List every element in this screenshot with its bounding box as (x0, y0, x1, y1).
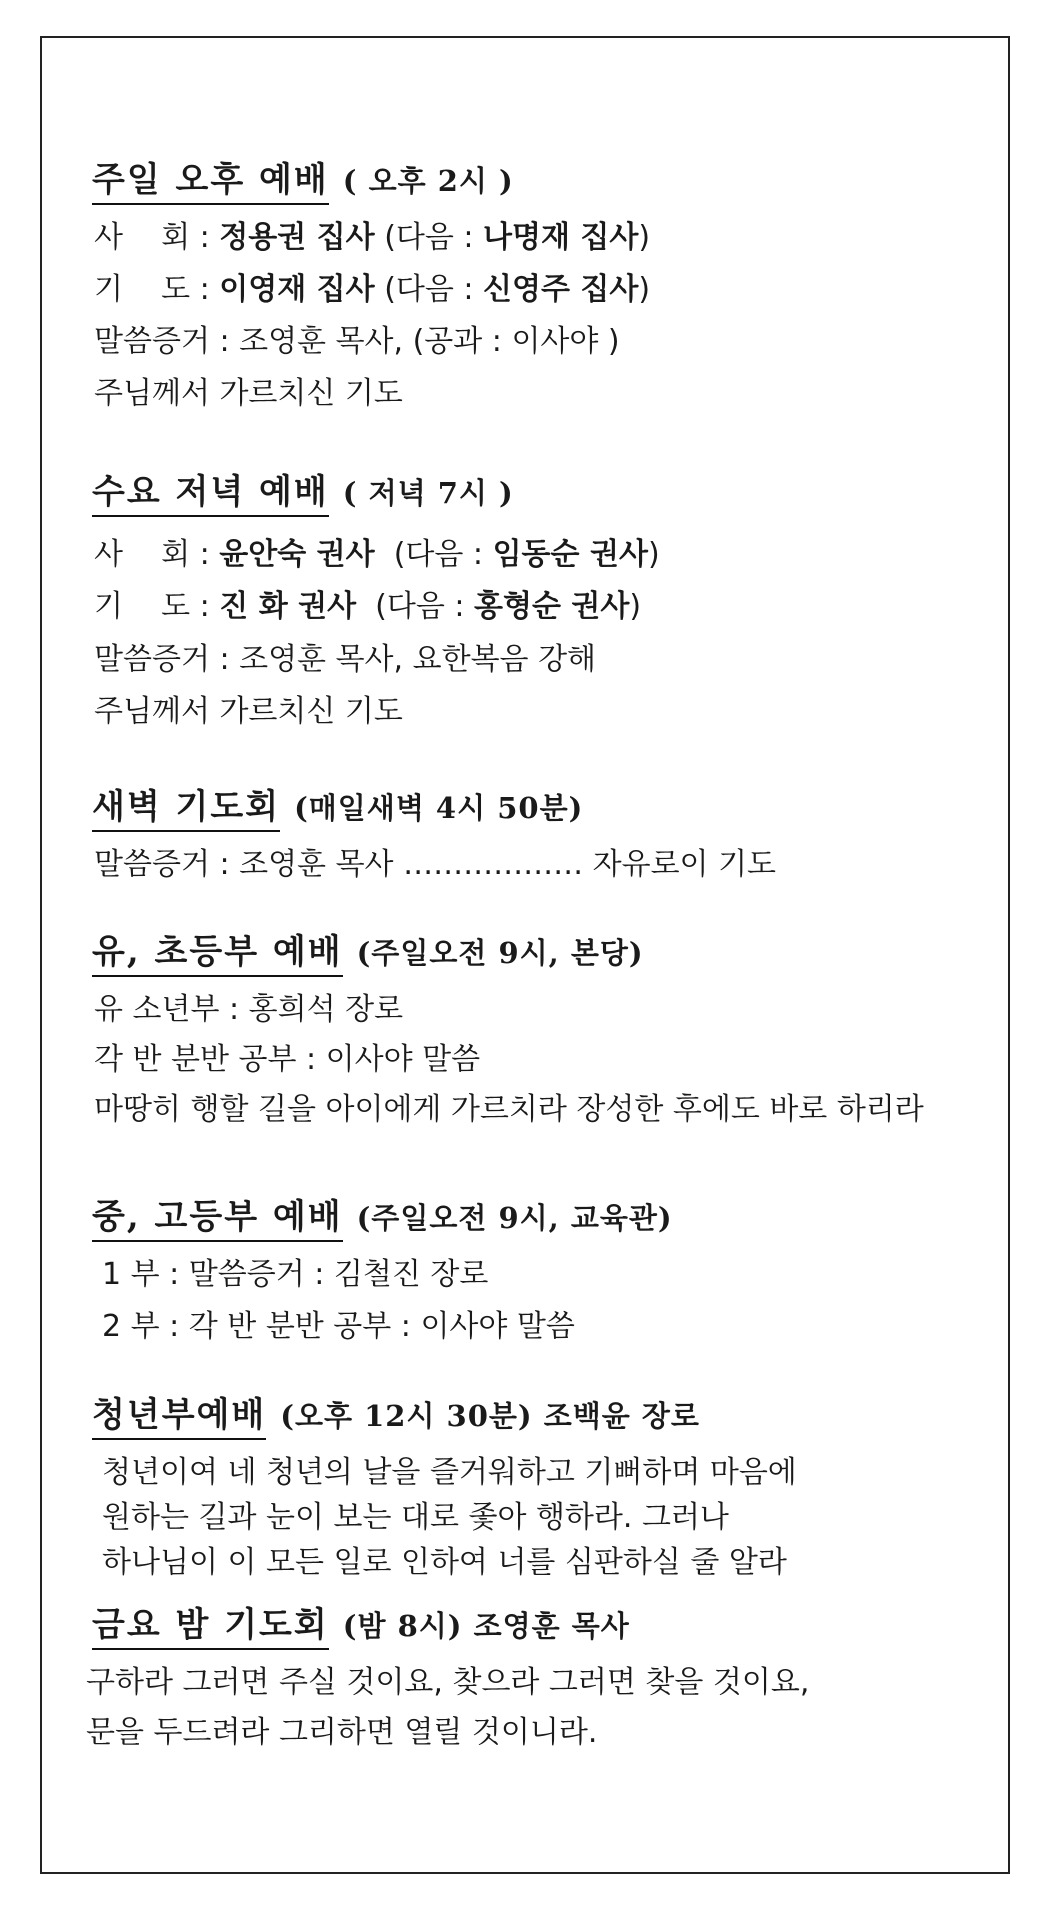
prayer-line: 기 도 : 이영재 집사 (다음 : 신영주 집사) (94, 272, 651, 307)
section-title: 수요 저녁 예배 (92, 472, 329, 517)
section-heading (92, 470, 514, 515)
next-leader-name: 임동순 권사 (492, 537, 648, 572)
section-heading (92, 158, 514, 203)
section-title: 유, 초등부 예배 (92, 932, 343, 977)
verse-line: 마땅히 행할 길을 아이에게 가르치라 장성한 후에도 바로 하리라 (94, 1092, 924, 1127)
verse-line: 청년이여 네 청년의 날을 즐거워하고 기뻐하며 마음에 (102, 1455, 797, 1490)
verse-line: 구하라 그러면 주실 것이요, 찾으라 그러면 찾을 것이요, (86, 1665, 810, 1700)
section-time: (밤 8시) 조영훈 목사 (342, 1609, 630, 1643)
section-heading (92, 1603, 630, 1648)
leader-name: 정용권 집사 (219, 220, 375, 255)
next-prayer-name: 홍형순 권사 (474, 589, 630, 624)
leader-line: 사 회 : 윤안숙 권사 (다음 : 임동순 권사) (94, 537, 660, 572)
section-time: (오후 12시 30분) 조백윤 장로 (280, 1399, 700, 1433)
section-heading (92, 1393, 700, 1438)
prayer-name: 이영재 집사 (219, 272, 375, 307)
section-heading (92, 1195, 673, 1240)
teacher-line: 유 소년부 : 홍희석 장로 (94, 992, 404, 1027)
section-title: 금요 밤 기도회 (92, 1605, 329, 1650)
section-time: ( 오후 2시 ) (342, 164, 514, 198)
verse-line: 문을 두드려라 그리하면 열릴 것이니라. (86, 1715, 598, 1750)
section-title: 중, 고등부 예배 (92, 1197, 343, 1242)
sermon-line: 말씀증거 : 조영훈 목사, (공과 : 이사야 ) (94, 324, 620, 359)
section-time: (매일새벽 4시 50분) (294, 791, 584, 825)
section-title: 주일 오후 예배 (92, 160, 329, 205)
next-prayer-name: 신영주 집사 (483, 272, 639, 307)
section-heading (92, 930, 644, 975)
section-heading (92, 785, 583, 830)
prayer-line: 기 도 : 진 화 권사 (다음 : 홍형순 권사) (94, 589, 642, 624)
next-leader-name: 나명재 집사 (483, 220, 639, 255)
section-title: 새벽 기도회 (92, 787, 280, 832)
verse-line: 원하는 길과 눈이 보는 대로 좇아 행하라. 그러나 (102, 1500, 729, 1535)
verse-line: 하나님이 이 모든 일로 인하여 너를 심판하실 줄 알라 (102, 1545, 787, 1580)
prayer-note: 주님께서 가르치신 기도 (94, 694, 403, 729)
sermon-line: 말씀증거 : 조영훈 목사, 요한복음 강해 (94, 642, 597, 677)
part1-line: 1 부 : 말씀증거 : 김철진 장로 (102, 1257, 489, 1292)
part2-line: 2 부 : 각 반 분반 공부 : 이사야 말씀 (102, 1309, 575, 1344)
sermon-line: 말씀증거 : 조영훈 목사 ……………… 자유로이 기도 (94, 847, 777, 882)
leader-name: 윤안숙 권사 (219, 537, 375, 572)
leader-line: 사 회 : 정용권 집사 (다음 : 나명재 집사) (94, 220, 651, 255)
section-time: (주일오전 9시, 교육관) (356, 1201, 673, 1235)
study-line: 각 반 분반 공부 : 이사야 말씀 (94, 1042, 481, 1077)
section-title: 청년부예배 (92, 1395, 266, 1440)
prayer-name: 진 화 권사 (219, 589, 357, 624)
prayer-note: 주님께서 가르치신 기도 (94, 376, 403, 411)
section-time: (주일오전 9시, 본당) (356, 936, 644, 970)
section-time: ( 저녁 7시 ) (342, 476, 514, 510)
